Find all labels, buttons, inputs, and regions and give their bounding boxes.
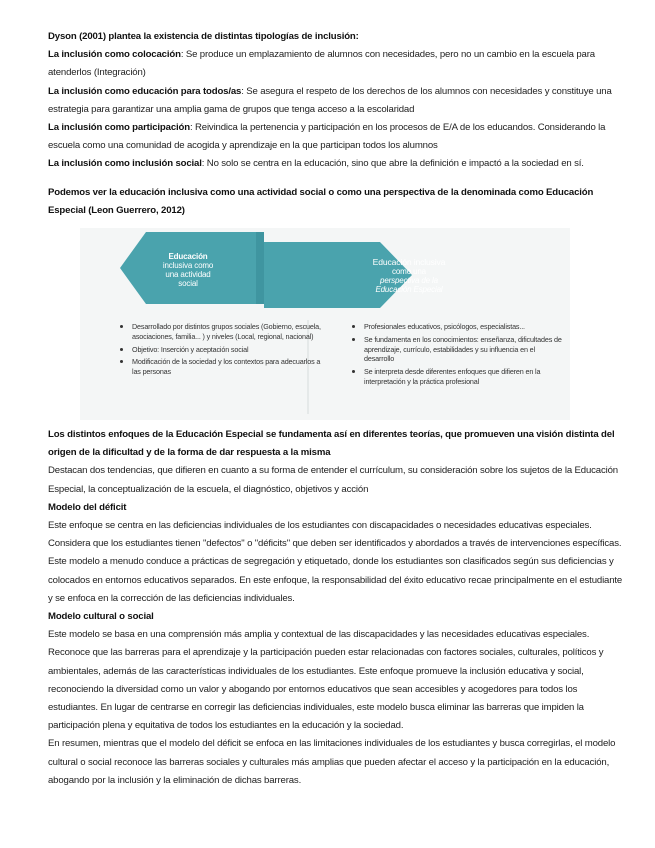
special-education-bullets: [350, 322, 565, 390]
right-arrow-line: Educación inclusiva: [372, 257, 446, 268]
type-colocacion: [48, 46, 628, 82]
right-arrow-line: Educación Especial: [375, 285, 443, 295]
perspective-heading: Podemos ver la educación inclusiva como una actividad social o como una perspectiva de la denominada como Educación Especial (Leon Guerrero, 2012): [48, 186, 594, 216]
type-term: La inclusión como inclusión social: [48, 158, 202, 170]
bullet-item: Desarrollado por distintos grupos sociales (Gobierno, escuela, asociaciones, familia... ) y niveles (Local, regional, nacional): [118, 322, 328, 342]
left-arrow-line: social: [178, 279, 198, 289]
approaches-intro: Destacan dos tendencias, que difieren en cuanto a su forma de entender el currículum, su consideración sobre los sujetos de la Educación Especial, la conceptualización de la escuela, el diagnóstico, objetivos y acción: [48, 465, 618, 495]
approaches-heading: Los distintos enfoques de la Educación Especial se fundamenta así en diferentes teorías, que promueven una visión distinta del origen de la dificultad y de la forma de dar respuesta a la misma: [48, 429, 615, 459]
type-educacion-para-todos: [48, 83, 628, 119]
bullet-item: Profesionales educativos, psicólogos, especialistas...: [350, 322, 565, 332]
deficit-model-title: Modelo del déficit: [48, 501, 127, 513]
left-arrow-line: Educación: [168, 252, 208, 262]
bullet-item: Se interpreta desde diferentes enfoques que difieren en la interpretación y la práctica profesional: [350, 367, 565, 387]
type-term: La inclusión como educación para todos/as: [48, 85, 242, 97]
left-arrow-label: [140, 252, 236, 288]
cultural-model-title: Modelo cultural o social: [48, 611, 154, 623]
right-arrow-line: perspectiva de la: [380, 276, 438, 286]
type-text: : No solo se centra en la educación, sino que abre la definición e impactó a la sociedad en sí.: [201, 158, 584, 170]
left-arrow-line: una actividad: [165, 270, 211, 280]
type-inclusion-social: [48, 155, 628, 173]
social-activity-bullets: [118, 322, 328, 380]
typologies-heading: Dyson (2001) plantea la existencia de distintas tipologías de inclusión:: [48, 31, 359, 42]
right-arrow-line: como una: [392, 267, 426, 277]
summary-paragraph: En resumen, mientras que el modelo del déficit se enfoca en las limitaciones individuales de los estudiantes y busca corregirlas, el modelo cultural o social reconoce las barreras sociales y culturales más amplias que pueden afectar el acceso y la participación en la educación, abogando por la inclusión y la eliminación de dichas barreras.: [48, 738, 616, 786]
type-term: La inclusión como colocación: [48, 49, 181, 61]
arrow-seam: [256, 232, 264, 304]
type-text: : Reivindica la pertenencia y participación en los procesos de E/A de los educandos. Considerando la escuela como una comunidad de acogida y aprendizaje en la que participan todos los alumnos: [48, 122, 606, 152]
type-term: La inclusión como participación: [48, 122, 190, 134]
right-arrow-label: [344, 258, 474, 294]
type-text: : Se asegura el respeto de los derechos de los alumnos con necesidades y constituye una estrategia para garantizar una amplia gama de grupos que tenga acceso a la escolaridad: [48, 85, 612, 115]
deficit-model-body: Este enfoque se centra en las deficiencias individuales de los estudiantes con discapacidades o necesidades educativas especiales. Considera que los estudiantes tienen "defectos" o "déficits" que deben ser identificados y abordados a través de intervenciones específicas. Este modelo a menudo conduce a prácticas de segregación y etiquetado, donde los estudiantes son clasificados según sus deficiencias y colocados en entornos educativos separados. En este enfoque, la responsabilidad del éxito educativo recae principalmente en el estudiante y se enfoca en la corrección de las deficiencias individuales.: [48, 520, 623, 604]
bullet-item: Se fundamenta en los conocimientos: enseñanza, dificultades de aprendizaje, currículo, estabilidades y su influencia en el desarrollo: [350, 335, 565, 364]
bullet-item: Objetivo: Inserción y aceptación social: [118, 345, 328, 355]
cultural-model-body: Este modelo se basa en una comprensión más amplia y contextual de las discapacidades y las necesidades educativas especiales. Reconoce que las barreras para el aprendizaje y la participación pueden estar relacionadas con factores sociales, culturales, políticos y ambientales, además de las características individuales de los estudiantes. Este enfoque promueve la inclusión educativa y social, reconociendo la diversidad como un valor y abogando por entornos educativos que sean accesibles y acogedores para todos los estudiantes. En lugar de centrarse en corregir las deficiencias individuales, este modelo busca eliminar las barreras que impiden la participación plena y equitativa de todos los estudiantes en la educación y la sociedad.: [48, 629, 604, 732]
type-participacion: [48, 119, 628, 155]
inclusive-education-diagram: [80, 228, 570, 420]
left-arrow-line: inclusiva como: [162, 261, 214, 271]
type-text: : Se produce un emplazamiento de alumnos con necesidades, pero no un cambio en la escuela para atenderlos (Integración): [48, 49, 595, 79]
bullet-item: Modificación de la sociedad y los contextos para adecuarlos a las personas: [118, 357, 328, 377]
document-content: [48, 28, 628, 790]
